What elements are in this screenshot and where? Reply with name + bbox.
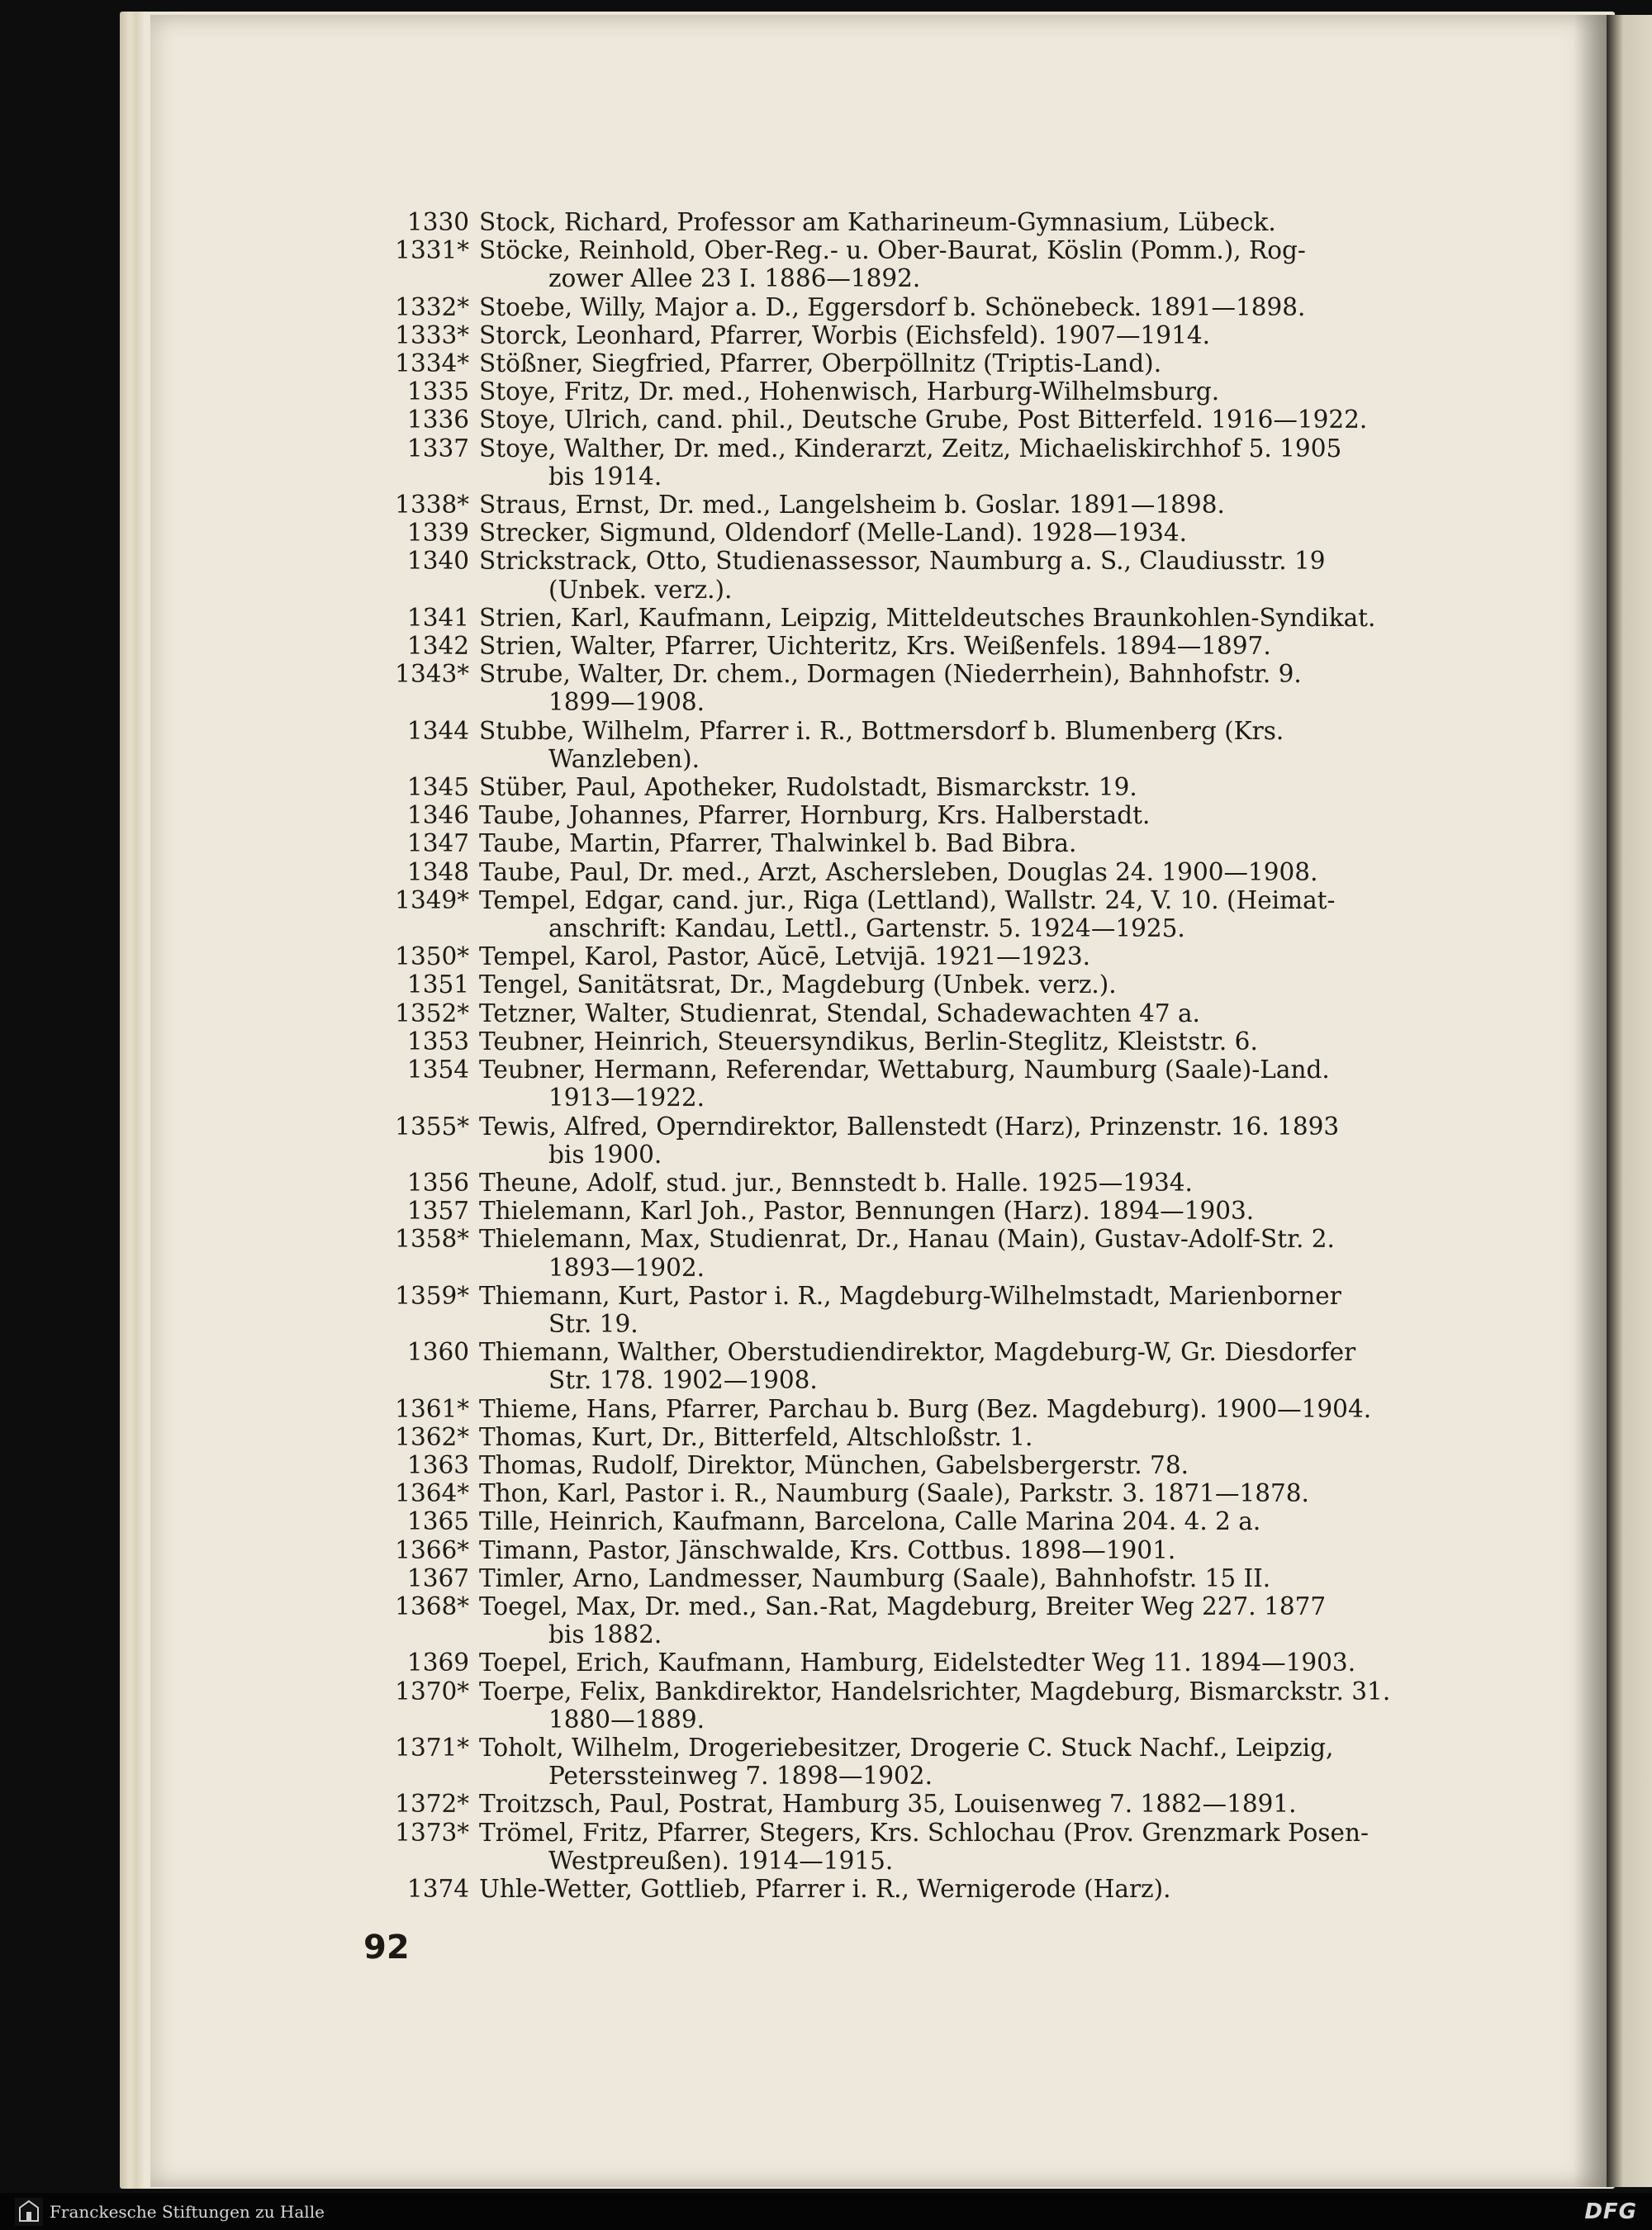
entry-first-line: Timler, Arno, Landmesser, Naumburg (Saale), Bahnhofstr. 15 II. bbox=[479, 1563, 1271, 1592]
entry-number: 1369 bbox=[406, 1649, 469, 1677]
entry-text bbox=[469, 1734, 1440, 1790]
register-entry bbox=[387, 773, 1440, 801]
entry-continuation-line: bis 1882. bbox=[548, 1620, 662, 1649]
entry-text bbox=[469, 434, 1440, 491]
register-entry bbox=[387, 491, 1440, 519]
register-entry bbox=[387, 858, 1440, 886]
entry-text bbox=[469, 1649, 1440, 1677]
page-number: 92 bbox=[363, 1929, 410, 1967]
entry-first-line: Storck, Leonhard, Pfarrer, Worbis (Eichsfeld). 1907—1914. bbox=[479, 320, 1210, 349]
entry-number: 1365 bbox=[406, 1507, 469, 1536]
entry-first-line: Tempel, Edgar, cand. jur., Riga (Lettland), Wallstr. 24, V. 10. (Heimat- bbox=[479, 885, 1336, 914]
entry-first-line: Teubner, Hermann, Referendar, Wettaburg, Naumburg (Saale)-Land. bbox=[479, 1056, 1330, 1084]
entry-first-line: Thiemann, Kurt, Pastor i. R., Magdeburg-Wilhelmstadt, Marienborner bbox=[479, 1281, 1341, 1310]
entry-continuation-line: Str. 178. 1902—1908. bbox=[548, 1366, 818, 1395]
entry-text bbox=[469, 1507, 1440, 1535]
entry-text bbox=[469, 1479, 1440, 1507]
entry-number: 1374 bbox=[406, 1874, 469, 1903]
register-entry bbox=[387, 1338, 1440, 1394]
entry-number: 1361* bbox=[395, 1394, 469, 1423]
entry-first-line: Thon, Karl, Pastor i. R., Naumburg (Saale), Parkstr. 3. 1871—1878. bbox=[479, 1479, 1309, 1508]
entry-number: 1364* bbox=[395, 1479, 469, 1508]
register-entry bbox=[387, 321, 1440, 349]
register-entry bbox=[387, 1677, 1440, 1734]
entry-continuation-line: Westpreußen). 1914—1915. bbox=[548, 1846, 894, 1875]
entry-first-line: Tetzner, Walter, Studienrat, Stendal, Schadewachten 47 a. bbox=[479, 999, 1200, 1027]
entry-first-line: Stöcke, Reinhold, Ober-Reg.- u. Ober-Baurat, Köslin (Pomm.), Rog- bbox=[479, 236, 1306, 265]
entry-first-line: Strube, Walter, Dr. chem., Dormagen (Niederrhein), Bahnhofstr. 9. bbox=[479, 660, 1302, 689]
entry-number: 1362* bbox=[395, 1422, 469, 1451]
entry-text bbox=[469, 1677, 1440, 1734]
entry-number: 1338* bbox=[395, 491, 469, 520]
entry-first-line: Stoebe, Willy, Major a. D., Eggersdorf b. Schönebeck. 1891—1898. bbox=[479, 292, 1306, 321]
entry-number: 1345 bbox=[406, 773, 469, 802]
register-entry bbox=[387, 660, 1440, 716]
entry-text bbox=[469, 1113, 1440, 1169]
entry-first-line: Thiemann, Walther, Oberstudiendirektor, Magdeburg-W, Gr. Diesdorfer bbox=[479, 1338, 1356, 1367]
entry-number: 1351 bbox=[406, 970, 469, 999]
register-entry bbox=[387, 999, 1440, 1027]
entry-text bbox=[469, 970, 1440, 999]
entry-first-line: Tille, Heinrich, Kaufmann, Barcelona, Calle Marina 204. 4. 2 a. bbox=[479, 1507, 1261, 1536]
entry-number: 1363 bbox=[406, 1450, 469, 1479]
entry-first-line: Troitzsch, Paul, Postrat, Hamburg 35, Louisenweg 7. 1882—1891. bbox=[479, 1790, 1297, 1819]
entry-number: 1347 bbox=[406, 829, 469, 858]
entry-text bbox=[469, 1423, 1440, 1451]
register-entry bbox=[387, 1225, 1440, 1281]
entry-number: 1370* bbox=[395, 1677, 469, 1706]
entry-number: 1350* bbox=[395, 942, 469, 971]
register-entry bbox=[387, 406, 1440, 434]
register-entry bbox=[387, 1479, 1440, 1507]
entry-number: 1332* bbox=[395, 292, 469, 321]
entry-text bbox=[469, 208, 1440, 236]
register-entry bbox=[387, 1056, 1440, 1112]
register-entry bbox=[387, 801, 1440, 829]
entry-text bbox=[469, 1027, 1440, 1056]
entry-continuation-line: bis 1914. bbox=[548, 462, 662, 491]
register-entry bbox=[387, 519, 1440, 547]
register-entry bbox=[387, 1395, 1440, 1423]
entry-first-line: Thomas, Rudolf, Direktor, München, Gabelsbergerstr. 78. bbox=[479, 1450, 1189, 1479]
entry-first-line: Stoye, Walther, Dr. med., Kinderarzt, Zeitz, Michaeliskirchhof 5. 1905 bbox=[479, 434, 1342, 463]
entry-number: 1331* bbox=[395, 236, 469, 265]
entry-text bbox=[469, 1875, 1440, 1903]
entry-first-line: Timann, Pastor, Jänschwalde, Krs. Cottbus. 1898—1901. bbox=[479, 1535, 1176, 1564]
entry-text bbox=[469, 717, 1440, 773]
entry-text bbox=[469, 1451, 1440, 1479]
entry-first-line: Uhle-Wetter, Gottlieb, Pfarrer i. R., Wernigerode (Harz). bbox=[479, 1874, 1171, 1903]
entry-number: 1333* bbox=[395, 320, 469, 349]
register-entry bbox=[387, 434, 1440, 491]
entry-first-line: Stoye, Ulrich, cand. phil., Deutsche Grube, Post Bitterfeld. 1916—1922. bbox=[479, 406, 1368, 434]
entry-text bbox=[469, 377, 1440, 406]
entry-text bbox=[469, 1564, 1440, 1592]
entry-first-line: Toholt, Wilhelm, Drogeriebesitzer, Drogerie C. Stuck Nachf., Leipzig, bbox=[479, 1733, 1334, 1762]
entry-continuation-line: Str. 19. bbox=[548, 1309, 638, 1338]
entry-number: 1367 bbox=[406, 1563, 469, 1592]
entry-text bbox=[469, 773, 1440, 801]
entry-continuation-line: 1899—1908. bbox=[548, 688, 705, 717]
entry-number: 1335 bbox=[406, 377, 469, 406]
entry-text bbox=[469, 491, 1440, 519]
entry-number: 1340 bbox=[406, 547, 469, 576]
entry-first-line: Teubner, Heinrich, Steuersyndikus, Berlin-Steglitz, Kleiststr. 6. bbox=[479, 1027, 1258, 1056]
entry-number: 1339 bbox=[406, 519, 469, 548]
entry-number: 1343* bbox=[395, 660, 469, 689]
register-entry bbox=[387, 1536, 1440, 1564]
register-entry bbox=[387, 970, 1440, 999]
entry-text bbox=[469, 886, 1440, 942]
entry-text bbox=[469, 406, 1440, 434]
register-entry bbox=[387, 1507, 1440, 1535]
register-entry bbox=[387, 886, 1440, 942]
entry-text bbox=[469, 801, 1440, 829]
entry-number: 1344 bbox=[406, 716, 469, 745]
entry-text bbox=[469, 236, 1440, 292]
entry-text bbox=[469, 1395, 1440, 1423]
register-entry bbox=[387, 632, 1440, 660]
entry-number: 1359* bbox=[395, 1281, 469, 1310]
entry-number: 1357 bbox=[406, 1197, 469, 1226]
register-entry bbox=[387, 236, 1440, 292]
register-entry bbox=[387, 829, 1440, 857]
entry-first-line: Toerpe, Felix, Bankdirektor, Handelsrichter, Magdeburg, Bismarckstr. 31. bbox=[479, 1677, 1391, 1706]
register-list bbox=[387, 208, 1440, 1903]
register-entry bbox=[387, 1027, 1440, 1056]
entry-text bbox=[469, 519, 1440, 547]
entry-number: 1330 bbox=[406, 208, 469, 236]
entry-first-line: Thieme, Hans, Pfarrer, Parchau b. Burg (Bez. Magdeburg). 1900—1904. bbox=[479, 1394, 1372, 1423]
entry-number: 1352* bbox=[395, 999, 469, 1027]
entry-continuation-line: 1913—1922. bbox=[548, 1084, 705, 1113]
spine-shadow bbox=[1574, 15, 1611, 2187]
register-entry bbox=[387, 1819, 1440, 1875]
entry-text bbox=[469, 321, 1440, 349]
entry-first-line: Thomas, Kurt, Dr., Bitterfeld, Altschloßstr. 1. bbox=[479, 1422, 1033, 1451]
next-page-edge bbox=[1607, 15, 1652, 2187]
register-entry bbox=[387, 1169, 1440, 1197]
register-entry bbox=[387, 1592, 1440, 1649]
register-entry bbox=[387, 1113, 1440, 1169]
entry-first-line: Strien, Walter, Pfarrer, Uichteritz, Krs. Weißenfels. 1894—1897. bbox=[479, 632, 1271, 661]
entry-first-line: Stock, Richard, Professor am Katharineum-Gymnasium, Lübeck. bbox=[479, 208, 1276, 236]
entry-first-line: Taube, Johannes, Pfarrer, Hornburg, Krs. Halberstadt. bbox=[479, 801, 1151, 830]
entry-number: 1354 bbox=[406, 1056, 469, 1084]
entry-text bbox=[469, 829, 1440, 857]
entry-first-line: Strien, Karl, Kaufmann, Leipzig, Mitteldeutsches Braunkohlen-Syndikat. bbox=[479, 603, 1376, 632]
entry-text bbox=[469, 293, 1440, 321]
register-entry bbox=[387, 717, 1440, 773]
entry-text bbox=[469, 999, 1440, 1027]
register-entry bbox=[387, 1197, 1440, 1225]
entry-text bbox=[469, 1536, 1440, 1564]
entry-number: 1334* bbox=[395, 349, 469, 378]
register-entry bbox=[387, 1875, 1440, 1903]
entry-first-line: Tempel, Karol, Pastor, Aŭcē, Letvijā. 1921—1923. bbox=[479, 942, 1091, 971]
entry-text bbox=[469, 1282, 1440, 1338]
entry-text bbox=[469, 1819, 1440, 1875]
register-entry bbox=[387, 1649, 1440, 1677]
entry-number: 1353 bbox=[406, 1027, 469, 1056]
entry-first-line: Taube, Martin, Pfarrer, Thalwinkel b. Bad Bibra. bbox=[479, 829, 1077, 858]
register-entry bbox=[387, 1734, 1440, 1790]
entry-continuation-line: (Unbek. verz.). bbox=[548, 575, 733, 604]
entry-first-line: Stubbe, Wilhelm, Pfarrer i. R., Bottmersdorf b. Blumenberg (Krs. bbox=[479, 716, 1284, 745]
entry-number: 1346 bbox=[406, 801, 469, 830]
entry-number: 1368* bbox=[395, 1592, 469, 1620]
entry-first-line: Trömel, Fritz, Pfarrer, Stegers, Krs. Schlochau (Prov. Grenzmark Posen- bbox=[479, 1818, 1369, 1847]
entry-first-line: Taube, Paul, Dr. med., Arzt, Aschersleben, Douglas 24. 1900—1908. bbox=[479, 857, 1318, 886]
entry-text bbox=[469, 1225, 1440, 1281]
entry-text bbox=[469, 660, 1440, 716]
register-entry bbox=[387, 1282, 1440, 1338]
entry-number: 1341 bbox=[406, 603, 469, 632]
entry-first-line: Tewis, Alfred, Operndirektor, Ballenstedt (Harz), Prinzenstr. 16. 1893 bbox=[479, 1112, 1340, 1141]
entry-continuation-line: 1880—1889. bbox=[548, 1705, 705, 1734]
entry-text bbox=[469, 632, 1440, 660]
entry-number: 1337 bbox=[406, 434, 469, 463]
entry-number: 1372* bbox=[395, 1790, 469, 1819]
register-entry bbox=[387, 293, 1440, 321]
entry-number: 1348 bbox=[406, 857, 469, 886]
entry-first-line: Stoye, Fritz, Dr. med., Hohenwisch, Harburg-Wilhelmsburg. bbox=[479, 377, 1220, 406]
entry-first-line: Tengel, Sanitätsrat, Dr., Magdeburg (Unbek. verz.). bbox=[479, 970, 1117, 999]
register-entry bbox=[387, 604, 1440, 632]
register-entry bbox=[387, 208, 1440, 236]
entry-text bbox=[469, 1056, 1440, 1112]
entry-text bbox=[469, 1790, 1440, 1818]
entry-text bbox=[469, 547, 1440, 603]
entry-number: 1371* bbox=[395, 1733, 469, 1762]
entry-first-line: Straus, Ernst, Dr. med., Langelsheim b. Goslar. 1891—1898. bbox=[479, 491, 1225, 520]
register-entry bbox=[387, 1790, 1440, 1818]
entry-first-line: Strecker, Sigmund, Oldendorf (Melle-Land). 1928—1934. bbox=[479, 519, 1188, 548]
register-entry bbox=[387, 349, 1440, 377]
register-entry bbox=[387, 1564, 1440, 1592]
entry-text bbox=[469, 1592, 1440, 1649]
entry-first-line: Stößner, Siegfried, Pfarrer, Oberpöllnitz (Triptis-Land). bbox=[479, 349, 1162, 378]
entry-text bbox=[469, 1197, 1440, 1225]
register-entry bbox=[387, 942, 1440, 970]
entry-text bbox=[469, 1169, 1440, 1197]
register-entry bbox=[387, 547, 1440, 603]
entry-text bbox=[469, 942, 1440, 970]
entry-first-line: Thielemann, Karl Joh., Pastor, Bennungen (Harz). 1894—1903. bbox=[479, 1197, 1255, 1226]
register-entry bbox=[387, 1423, 1440, 1451]
entry-first-line: Thielemann, Max, Studienrat, Dr., Hanau (Main), Gustav-Adolf-Str. 2. bbox=[479, 1225, 1335, 1254]
entry-continuation-line: zower Allee 23 I. 1886—1892. bbox=[548, 264, 921, 293]
entry-number: 1349* bbox=[395, 885, 469, 914]
entry-continuation-line: 1893—1902. bbox=[548, 1253, 705, 1282]
entry-text bbox=[469, 858, 1440, 886]
dfg-logo: DFG bbox=[1584, 2199, 1637, 2224]
entry-number: 1360 bbox=[406, 1338, 469, 1367]
institution-logo-icon bbox=[15, 2198, 43, 2226]
entry-first-line: Strickstrack, Otto, Studienassessor, Naumburg a. S., Claudiusstr. 19 bbox=[479, 547, 1326, 576]
entry-text bbox=[469, 604, 1440, 632]
entry-first-line: Toegel, Max, Dr. med., San.-Rat, Magdeburg, Breiter Weg 227. 1877 bbox=[479, 1592, 1327, 1620]
entry-first-line: Stüber, Paul, Apotheker, Rudolstadt, Bismarckstr. 19. bbox=[479, 773, 1137, 802]
entry-continuation-line: Wanzleben). bbox=[548, 744, 700, 773]
entry-continuation-line: Peterssteinweg 7. 1898—1902. bbox=[548, 1762, 933, 1791]
register-entry bbox=[387, 1451, 1440, 1479]
entry-number: 1358* bbox=[395, 1225, 469, 1254]
entry-continuation-line: bis 1900. bbox=[548, 1140, 662, 1169]
entry-number: 1355* bbox=[395, 1112, 469, 1141]
entry-number: 1356 bbox=[406, 1168, 469, 1197]
entry-number: 1373* bbox=[395, 1818, 469, 1847]
entry-number: 1366* bbox=[395, 1535, 469, 1564]
entry-continuation-line: anschrift: Kandau, Lettl., Gartenstr. 5. 1924—1925. bbox=[548, 914, 1185, 943]
register-entry bbox=[387, 377, 1440, 406]
entry-first-line: Theune, Adolf, stud. jur., Bennstedt b. Halle. 1925—1934. bbox=[479, 1168, 1193, 1197]
viewer-footer bbox=[0, 2193, 1652, 2230]
entry-first-line: Toepel, Erich, Kaufmann, Hamburg, Eidelstedter Weg 11. 1894—1903. bbox=[479, 1649, 1356, 1677]
entry-text bbox=[469, 1338, 1440, 1394]
entry-number: 1336 bbox=[406, 406, 469, 434]
institution-name: Franckesche Stiftungen zu Halle bbox=[50, 2202, 325, 2222]
entry-number: 1342 bbox=[406, 632, 469, 661]
entry-text bbox=[469, 349, 1440, 377]
